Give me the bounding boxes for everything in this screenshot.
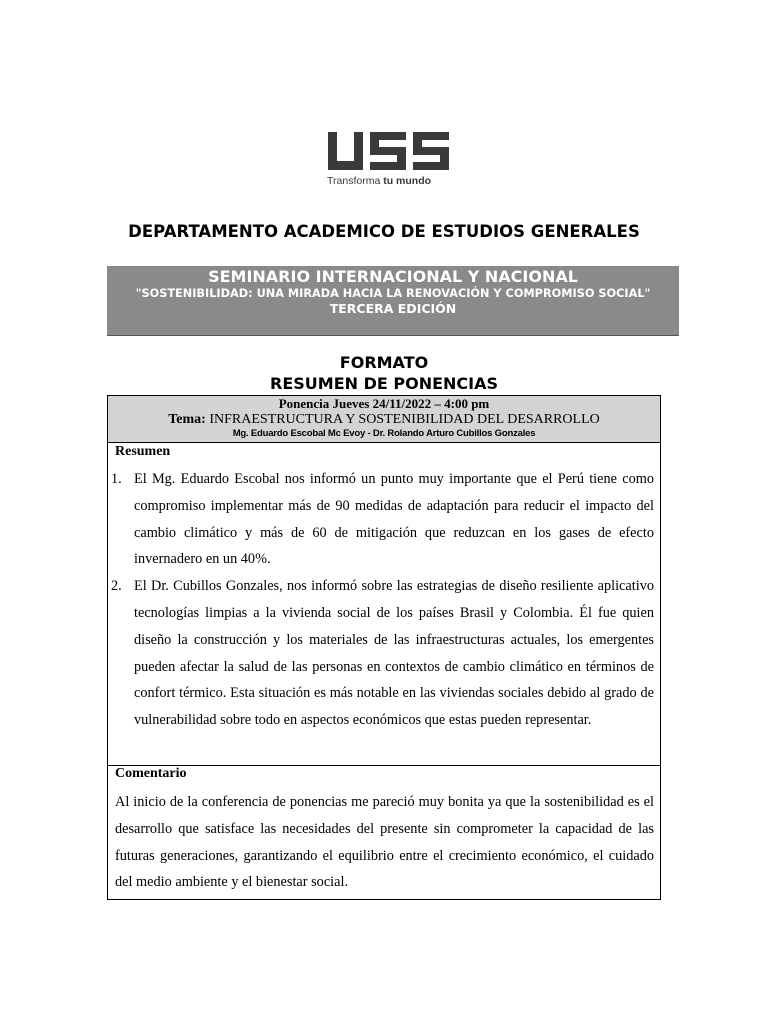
section-divider xyxy=(108,765,660,766)
topic-line xyxy=(108,412,660,428)
summary-title: Resumen xyxy=(115,444,171,459)
uss-wordmark-icon xyxy=(326,130,452,174)
department-heading: DEPARTAMENTO ACADEMICO DE ESTUDIOS GENERALES xyxy=(128,222,640,241)
banner-subtitle: "SOSTENIBILIDAD: UNA MIRADA HACIA LA RENOVACIÓN Y COMPROMISO SOCIAL" xyxy=(135,287,651,300)
summary-table xyxy=(107,395,661,900)
list-item xyxy=(108,573,660,734)
list-item xyxy=(108,466,660,573)
format-heading xyxy=(0,352,768,394)
comment-text: Al inicio de la conferencia de ponencias me pareció muy bonita ya que la sostenibilidad es el desarrollo que satisface las necesidades del presente sin comprometer la capacidad de las futuras generaciones, garantizando el equilibrio entre el crecimiento económico, el cuidado del medio ambiente y el bienestar social. xyxy=(115,794,654,891)
format-line-1: FORMATO xyxy=(339,353,429,372)
table-header xyxy=(108,396,660,443)
tagline-regular: Transforma xyxy=(327,175,384,187)
summary-list xyxy=(108,466,660,734)
topic-text: INFRAESTRUCTURA Y SOSTENIBILIDAD DEL DESARROLLO xyxy=(205,412,600,427)
banner-edition: TERCERA EDICIÓN xyxy=(329,301,457,316)
logo-tagline xyxy=(327,175,431,187)
format-line-2: RESUMEN DE PONENCIAS xyxy=(270,374,498,393)
speakers-line: Mg. Eduardo Escobal Mc Evoy - Dr. Rolando Arturo Cubillos Gonzales xyxy=(232,428,536,439)
seminar-banner xyxy=(107,266,679,336)
banner-title: SEMINARIO INTERNACIONAL Y NACIONAL xyxy=(208,267,578,286)
comment-title: Comentario xyxy=(115,766,187,781)
list-item-number: 2. xyxy=(111,578,122,595)
topic-label: Tema: xyxy=(168,412,206,427)
list-item-text: El Mg. Eduardo Escobal nos informó un punto muy importante que el Perú tiene como compromiso implementar más de 90 medidas de adaptación para reducir el impacto del cambio climático y más de 60 de mitigación que reduzcan en los gases de efecto invernadero en un 40%. xyxy=(134,471,654,568)
tagline-bold: tu mundo xyxy=(383,175,432,187)
list-item-number: 1. xyxy=(111,471,122,487)
list-item-text: El Dr. Cubillos Gonzales, nos informó sobre las estrategias de diseño resiliente aplicativo tecnologías limpias a la vivienda social de los países Brasil y Colombia. Él fue quien diseño la construcción y los materiales de las infraestructuras actuales, los emergentes pueden afectar la salud de las personas en contextos de cambio climático en términos de confort térmico. Esta situación es más notable en las viviendas sociales debido al grado de vulnerabilidad sobre todo en aspectos económicos que estas pueden representar. xyxy=(134,578,654,729)
session-date: Ponencia Jueves 24/11/2022 – 4:00 pm xyxy=(278,396,490,411)
